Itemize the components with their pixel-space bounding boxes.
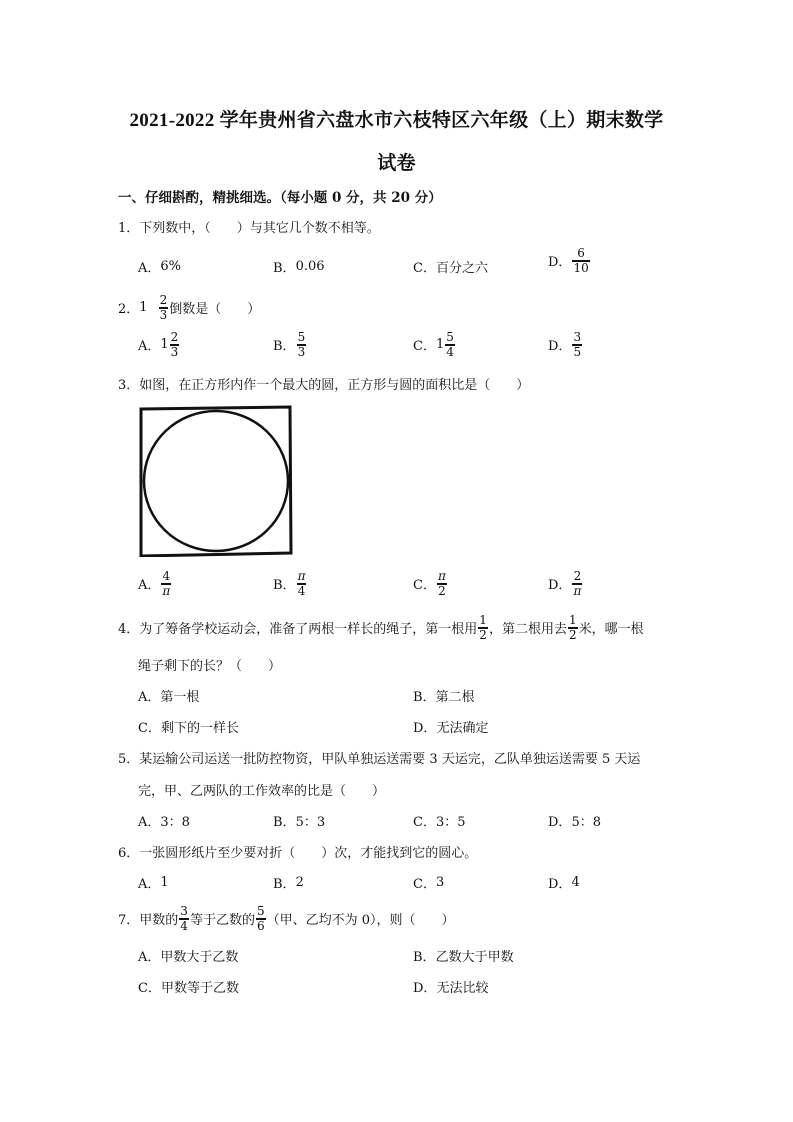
- option-text: 第二根: [435, 690, 475, 705]
- question-text: 等于乙数的: [189, 913, 255, 929]
- option-3b: [273, 570, 307, 598]
- option-label: B．: [273, 815, 296, 830]
- option-label: A．: [138, 877, 161, 892]
- option-label: A．: [138, 578, 161, 594]
- option-label: C．: [413, 815, 436, 830]
- option-6a: [138, 873, 169, 892]
- fraction: $\frac{3}{4}$: [180, 904, 188, 933]
- fraction: $\frac{1}{2}$: [568, 613, 577, 642]
- fraction: $\frac{1}{2}$: [479, 613, 487, 642]
- question-text: 倒数是（ ）: [169, 302, 261, 318]
- option-label: B．: [273, 261, 296, 276]
- square-with-inscribed-circle-icon: [138, 405, 296, 557]
- question-4: [118, 614, 644, 642]
- fraction: $\frac{2}{3}$: [159, 293, 168, 322]
- option-1d: [548, 247, 591, 275]
- option-text: 无法比较: [436, 981, 489, 996]
- section-heading: 一、仔细斟酌，精挑细选。（每小题 0 分，共 20 分）: [118, 190, 442, 206]
- question-number: 7．: [118, 913, 140, 929]
- question-7: [118, 905, 455, 933]
- question-number: 1．: [118, 221, 140, 236]
- fraction: $\frac{6}{10}$: [573, 246, 589, 275]
- option-2c: [413, 331, 456, 359]
- question-text: 某运输公司运送一批防控物资，甲队单独运送需要 3 天运完，乙队单独运送需要 5 天运: [139, 752, 641, 767]
- option-2a: [138, 331, 180, 359]
- option-text: 1: [160, 875, 169, 890]
- option-3c: [413, 570, 448, 598]
- question-6: [118, 842, 477, 861]
- option-6b: [273, 873, 304, 892]
- question-4-line2: [138, 655, 281, 674]
- option-label: D．: [548, 815, 572, 830]
- option-text: 6%: [160, 259, 182, 274]
- fraction: $\frac{\pi}{4}$: [297, 569, 306, 598]
- option-text: 0.06: [295, 259, 325, 274]
- option-5c: [413, 811, 466, 830]
- option-7c: [138, 977, 239, 996]
- option-text: 无法确定: [436, 721, 489, 736]
- page-title-line2: 试卷: [377, 153, 416, 174]
- option-text: 第一根: [160, 690, 200, 705]
- square-circle-figure: [138, 405, 296, 557]
- option-label: A．: [138, 261, 161, 276]
- option-2d: [548, 331, 583, 359]
- question-text: 完，甲、乙两队的工作效率的比是（ ）: [138, 784, 386, 799]
- option-label: A．: [138, 690, 161, 705]
- option-5a: [138, 811, 190, 830]
- question-text: 如图，在正方形内作一个最大的圆，正方形与圆的面积比是（ ）: [139, 378, 530, 393]
- option-label: A．: [138, 950, 161, 965]
- option-label: B．: [413, 950, 436, 965]
- question-number: 4．: [118, 622, 140, 638]
- option-1c: [413, 257, 488, 276]
- option-1b: [273, 257, 325, 276]
- option-label: B．: [413, 690, 436, 705]
- option-label: B．: [273, 339, 296, 355]
- option-label: D．: [548, 877, 572, 892]
- option-text: 5：3: [295, 815, 326, 830]
- option-5d: [548, 811, 601, 830]
- option-text: 乙数大于甲数: [435, 950, 514, 965]
- mixed-whole: 1: [139, 300, 148, 316]
- option-label: C．: [138, 721, 161, 736]
- option-label: B．: [273, 877, 296, 892]
- option-label: A．: [138, 815, 161, 830]
- option-4a: [138, 686, 199, 705]
- mixed-whole: 1: [435, 337, 445, 353]
- fraction: $\frac{2}{3}$: [170, 330, 179, 359]
- option-7d: [413, 977, 488, 996]
- fraction: $\frac{5}{4}$: [446, 330, 454, 359]
- option-4b: [413, 686, 475, 705]
- option-text: 甲数大于乙数: [160, 950, 239, 965]
- question-text: 甲数的: [139, 913, 179, 929]
- option-label: C．: [413, 261, 436, 276]
- option-2b: [273, 331, 307, 359]
- question-text: 绳子剩下的长？（ ）: [138, 659, 282, 674]
- option-text: 3：5: [435, 815, 466, 830]
- option-text: 百分之六: [435, 261, 488, 276]
- option-1a: [138, 257, 181, 276]
- fraction: $\frac{3}{5}$: [573, 330, 582, 359]
- mixed-whole: 1: [160, 337, 169, 353]
- question-number: 5．: [118, 752, 140, 767]
- option-4c: [138, 717, 239, 736]
- option-7a: [138, 946, 238, 965]
- option-label: D．: [413, 981, 437, 996]
- question-text: 下列数中，（ ）与其它几个数不相等。: [139, 221, 380, 236]
- option-text: 5：8: [571, 815, 601, 830]
- fraction: $\frac{\pi}{2}$: [437, 569, 446, 598]
- question-text: 为了筹备学校运动会，准备了两根一样长的绳子，第一根用: [139, 622, 478, 638]
- option-4d: [413, 717, 488, 736]
- option-text: 剩下的一样长: [160, 721, 239, 736]
- question-2: [118, 294, 260, 322]
- question-text: 一张圆形纸片至少要对折（ ）次，才能找到它的圆心。: [139, 846, 478, 861]
- option-text: 4: [571, 875, 580, 890]
- question-number: 6．: [118, 846, 140, 861]
- question-number: 3．: [118, 378, 140, 393]
- option-3a: [138, 570, 172, 598]
- option-text: 甲数等于乙数: [160, 981, 239, 996]
- option-label: C．: [413, 339, 436, 355]
- option-6d: [548, 873, 580, 892]
- fraction: $\frac{2}{\pi}$: [573, 569, 582, 598]
- question-text: ，第二根用去: [488, 622, 567, 638]
- option-label: C．: [138, 981, 161, 996]
- question-text: 米，哪一根: [578, 622, 644, 638]
- option-label: B．: [273, 578, 296, 594]
- option-label: D．: [548, 339, 572, 355]
- option-5b: [273, 811, 325, 830]
- fraction: $\frac{4}{\pi}$: [162, 569, 171, 598]
- option-text: 3: [435, 875, 445, 890]
- option-label: D．: [413, 721, 437, 736]
- fraction: $\frac{5}{6}$: [256, 904, 265, 933]
- option-label: C．: [413, 578, 436, 594]
- question-3: [118, 374, 529, 393]
- fraction: $\frac{5}{3}$: [297, 330, 306, 359]
- option-7b: [413, 946, 514, 965]
- question-number: 2．: [118, 302, 140, 318]
- option-text: 2: [295, 875, 304, 890]
- option-label: D．: [548, 255, 572, 271]
- question-1: [118, 217, 380, 236]
- option-label: D．: [548, 578, 572, 594]
- option-6c: [413, 873, 444, 892]
- page-title-line1: 2021-2022 学年贵州省六盘水市六枝特区六年级（上）期末数学: [129, 110, 664, 131]
- option-3d: [548, 570, 583, 598]
- option-label: C．: [413, 877, 436, 892]
- question-5-line2: [138, 780, 385, 799]
- question-text: （甲、乙均不为 0），则（ ）: [266, 913, 455, 929]
- option-label: A．: [138, 339, 161, 355]
- question-5: [118, 748, 640, 767]
- option-text: 3：8: [160, 815, 190, 830]
